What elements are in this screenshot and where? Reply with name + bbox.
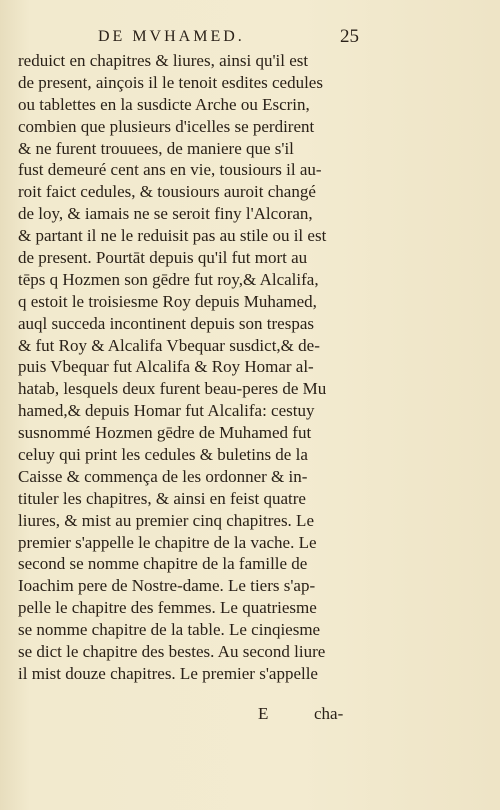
text-line: susnommé Hozmen gēdre de Muhamed fut (18, 423, 312, 443)
text-line: se nomme chapitre de la table. Le cinqiesme (18, 620, 321, 640)
text-line: pelle le chapitre des femmes. Le quatriesme (18, 598, 317, 618)
text-line: & ne furent trouuees, de maniere que s'il (18, 138, 294, 158)
text-line: second se nomme chapitre de la famille de (18, 554, 308, 574)
text-line: auql succeda incontinent depuis son trespas (18, 313, 315, 333)
page-footer (18, 704, 363, 728)
page-number: 25 (340, 26, 359, 47)
text-line: il mist douze chapitres. Le premier s'appelle (18, 663, 318, 683)
text-line: ou tablettes en la susdicte Arche ou Escrin, (18, 94, 310, 114)
signature-mark: E (258, 704, 269, 723)
text-line: liures, & mist au premier cinq chapitres. Le (18, 510, 314, 530)
text-line: hamed,& depuis Homar fut Alcalifa: cestuy (18, 401, 315, 421)
body-text (18, 50, 363, 685)
text-line: celuy qui print les cedules & buletins de la (18, 445, 308, 465)
text-line: Caisse & commença de les ordonner & in- (18, 466, 308, 486)
text-line: tituler les chapitres, & ainsi en feist quatre (18, 488, 306, 508)
text-line: hatab, lesquels deux furent beau-peres de Mu (18, 379, 327, 399)
text-line: reduict en chapitres & liures, ainsi qu'il est (18, 51, 309, 70)
text-line: se dict le chapitre des bestes. Au second liure (18, 642, 326, 662)
text-line: & partant il ne le reduisit pas au stile ou il est (18, 226, 327, 246)
text-line: fust demeuré cent ans en vie, tousiours il au- (18, 160, 322, 180)
text-line: de present, ainçois il le tenoit esdites cedules (18, 72, 323, 92)
text-line: roit faict cedules, & tousiours auroit changé (18, 182, 316, 202)
text-line: premier s'appelle le chapitre de la vache. Le (18, 532, 317, 552)
text-line: puis Vbequar fut Alcalifa & Roy Homar al- (18, 357, 314, 377)
text-line: Ioachim pere de Nostre-dame. Le tiers s'ap- (18, 576, 316, 596)
text-line: combien que plusieurs d'icelles se perdirent (18, 116, 315, 136)
catchword: cha- (314, 704, 344, 723)
running-header: DE MVHAMED. (98, 28, 245, 45)
text-line: & fut Roy & Alcalifa Vbequar susdict,& de- (18, 335, 320, 355)
text-line: q estoit le troisiesme Roy depuis Muhamed, (18, 291, 317, 311)
text-line: de present. Pourtāt depuis qu'il fut mort au (18, 248, 308, 268)
text-line: de loy, & iamais ne se seroit finy l'Alcoran, (18, 204, 313, 224)
text-line: tēps q Hozmen son gēdre fut roy,& Alcalifa, (18, 269, 319, 289)
